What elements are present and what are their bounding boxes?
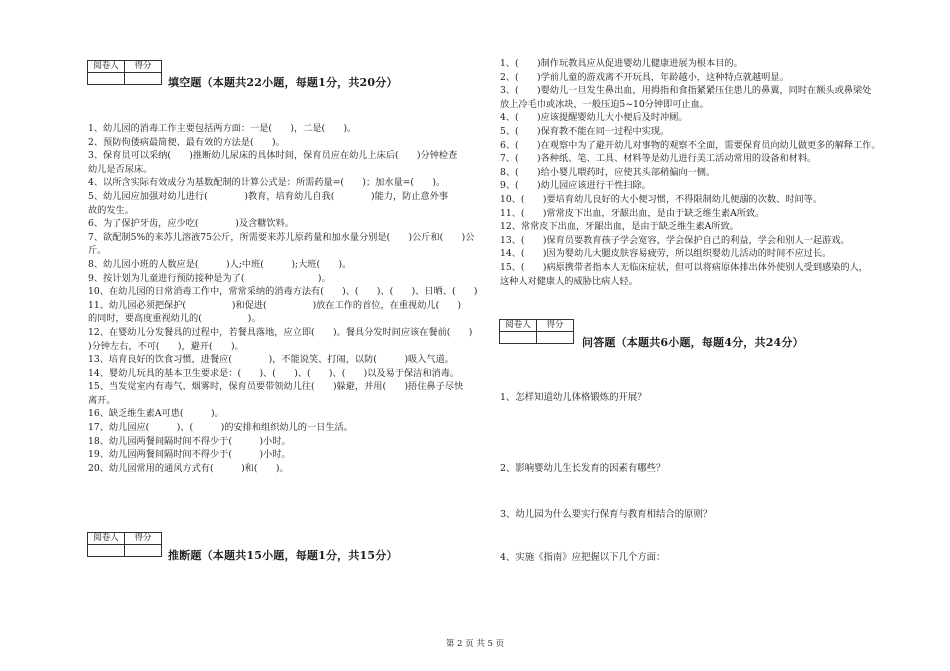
judge-line: 放上冷毛巾或冰块，一般压迫5~10分钟即可止血。	[500, 98, 709, 110]
score-box-score-label: 得分	[537, 320, 574, 332]
qa-question: 1、怎样知道幼儿体格锻炼的开展？	[500, 392, 647, 403]
judge-line: 12、常常皮下出血，牙龈出血，是由于缺乏维生素A所致。	[500, 221, 739, 233]
fill-line: 离开。	[88, 394, 116, 406]
fill-line: 10、在幼儿园的日常消毒工作中，常常采纳的消毒方法有( )、( )、( )、日晒、( )	[88, 286, 478, 298]
judge-line: 5、( )保育教不能在同一过程中实现。	[500, 125, 670, 137]
fill-line: 17、幼儿园应( )、( )的安排和组织幼儿的一日生活。	[88, 422, 353, 434]
judge-line: 4、( )应该提醒婴幼儿大小便后及时冲厕。	[500, 112, 688, 124]
fill-line: 4、以所含实际有效成分为基数配制的计算公式是：所需药量=( )；加水量=( )。	[88, 177, 446, 189]
judge-line: 15、( )病原携带者指本人无临床症状，但可以将病原体排出体外使别人受到感染的人，	[500, 261, 868, 273]
fill-line: 8、幼儿园小班的人数应是( )人;中班( );大班( )。	[88, 258, 352, 270]
section-title-qa: 问答题（本题共6小题，每题4分，共24分）	[582, 336, 804, 349]
fill-line: 故的发生。	[88, 204, 134, 216]
fill-line: 16、缺乏维生素A可患( )。	[88, 408, 224, 420]
judge-line: 10、( )要培育幼儿良好的大小便习惯，不得限制幼儿便溺的次数、时间等。	[500, 193, 823, 205]
judge-line: 6、( )在观察中为了避开幼儿对事物的观察不全面，需要保育员向幼儿做更多的解释工作。	[500, 139, 881, 151]
score-box-judge	[87, 532, 162, 557]
fill-line: 12、在婴幼儿分发餐具的过程中，若餐具落地，应立即( )。餐具分发时间应该在餐前( )	[88, 326, 473, 338]
fill-line: 1、幼儿园的消毒工作主要包括两方面：一是( )，二是( )。	[88, 123, 357, 134]
fill-line: 的同时，要高度重视幼儿的( )。	[88, 313, 261, 325]
judge-line: 1、( )制作玩教具应从促进婴幼儿健康进展为根本目的。	[500, 58, 743, 69]
fill-line: 18、幼儿园两餐间隔时间不得少于( )小时。	[88, 435, 291, 447]
score-box-grader-label: 阅卷人	[88, 61, 125, 73]
fill-line: 19、幼儿园两餐间隔时间不得少于( )小时。	[88, 449, 291, 461]
section-title-judge: 推断题（本题共15小题，每题1分，共15分）	[168, 549, 398, 562]
fill-line: 5、幼儿园应加强对幼儿进行( )教育，培育幼儿自我( )能力，防止意外事	[88, 190, 449, 202]
qa-question: 2、影响婴幼儿生长发育的因素有哪些？	[500, 463, 666, 474]
section-title-fill: 填空题（本题共22小题，每题1分，共20分）	[168, 76, 398, 89]
fill-line: 11、幼儿园必须把保护( )和促进( )放在工作的首位，在重视幼儿( )	[88, 299, 462, 311]
fill-line: 斤。	[88, 245, 107, 257]
score-box-score-label: 得分	[125, 533, 162, 545]
judge-line: 3、( )婴幼儿一旦发生鼻出血，用拇指和食指紧紧压住患儿的鼻翼，同时在额头或鼻梁处	[500, 85, 872, 97]
fill-line: 2、预防佝偻病最简便、最有效的方法是( )。	[88, 136, 285, 148]
fill-line: 幼儿是否尿床。	[88, 163, 153, 175]
fill-line: 14、婴幼儿玩具的基本卫生要求是：( )、( )、( )、( )以及易于保洁和消毒。	[88, 367, 460, 379]
fill-line: 15、当发觉室内有毒气、烟雾时，保育员要带领幼儿往( )躲避，并用( )捂住鼻子尽快	[88, 381, 464, 393]
qa-question: 3、幼儿园为什么要实行保育与教育相结合的原则？	[500, 509, 713, 520]
fill-line: )分钟左右，不可( )，避开( )。	[88, 340, 244, 352]
score-box-fill	[87, 60, 162, 85]
fill-line: 9、按计划为儿童进行预防接种是为了( )。	[88, 272, 331, 284]
score-box-grader-label: 阅卷人	[88, 533, 125, 545]
judge-line: 9、( )幼儿园应该进行干性扫除。	[500, 180, 651, 192]
judge-questions	[500, 57, 900, 288]
score-box-qa	[499, 319, 574, 344]
fill-line: 6、为了保护牙齿，应少吃( )及含糖饮料。	[88, 218, 294, 230]
qa-question: 4、实施《指南》应把握以下几个方面：	[500, 552, 666, 563]
judge-line: 13、( )保育员要教育孩子学会宽容，学会保护自己的利益，学会和别人一起游戏。	[500, 234, 850, 246]
judge-line: 这种人对健康人的威胁比病人轻。	[500, 275, 638, 287]
fill-line: 7、欲配制5%的来苏儿溶液75公斤，所需要来苏儿原药量和加水量分别是( )公斤和( )公	[88, 231, 475, 243]
judge-line: 14、( )因为婴幼儿大腿皮肤容易疲劳，所以组织婴幼儿活动的时间不应过长。	[500, 248, 832, 260]
fill-line: 13、培育良好的饮食习惯，进餐应( )，不能说笑、打闹，以防( )吸入气道。	[88, 354, 454, 366]
judge-line: 11、( )常常皮下出血，牙龈出血，是由于缺乏维生素A所致。	[500, 207, 765, 219]
fill-line: 3、保育员可以采纳( )推断幼儿尿床的具体时间，保育员应在幼儿上床后( )分钟检查	[88, 150, 458, 162]
judge-line: 7、( )各种纸、笔、工具、材料等是幼儿进行美工活动常用的设备和材料。	[500, 153, 817, 165]
fill-line: 20、幼儿园常用的通风方式有( )和( )。	[88, 462, 289, 474]
score-box-grader-label: 阅卷人	[500, 320, 537, 332]
judge-line: 2、( )学前儿童的游戏离不开玩具，年龄越小，这种特点就越明显。	[500, 71, 789, 83]
score-box-score-label: 得分	[125, 61, 162, 73]
fill-questions	[88, 122, 488, 475]
judge-line: 8、( )给小婴儿喂药时，应使其头部稍偏向一侧。	[500, 166, 716, 178]
page-footer: 第 2 页 共 5 页	[445, 639, 505, 649]
